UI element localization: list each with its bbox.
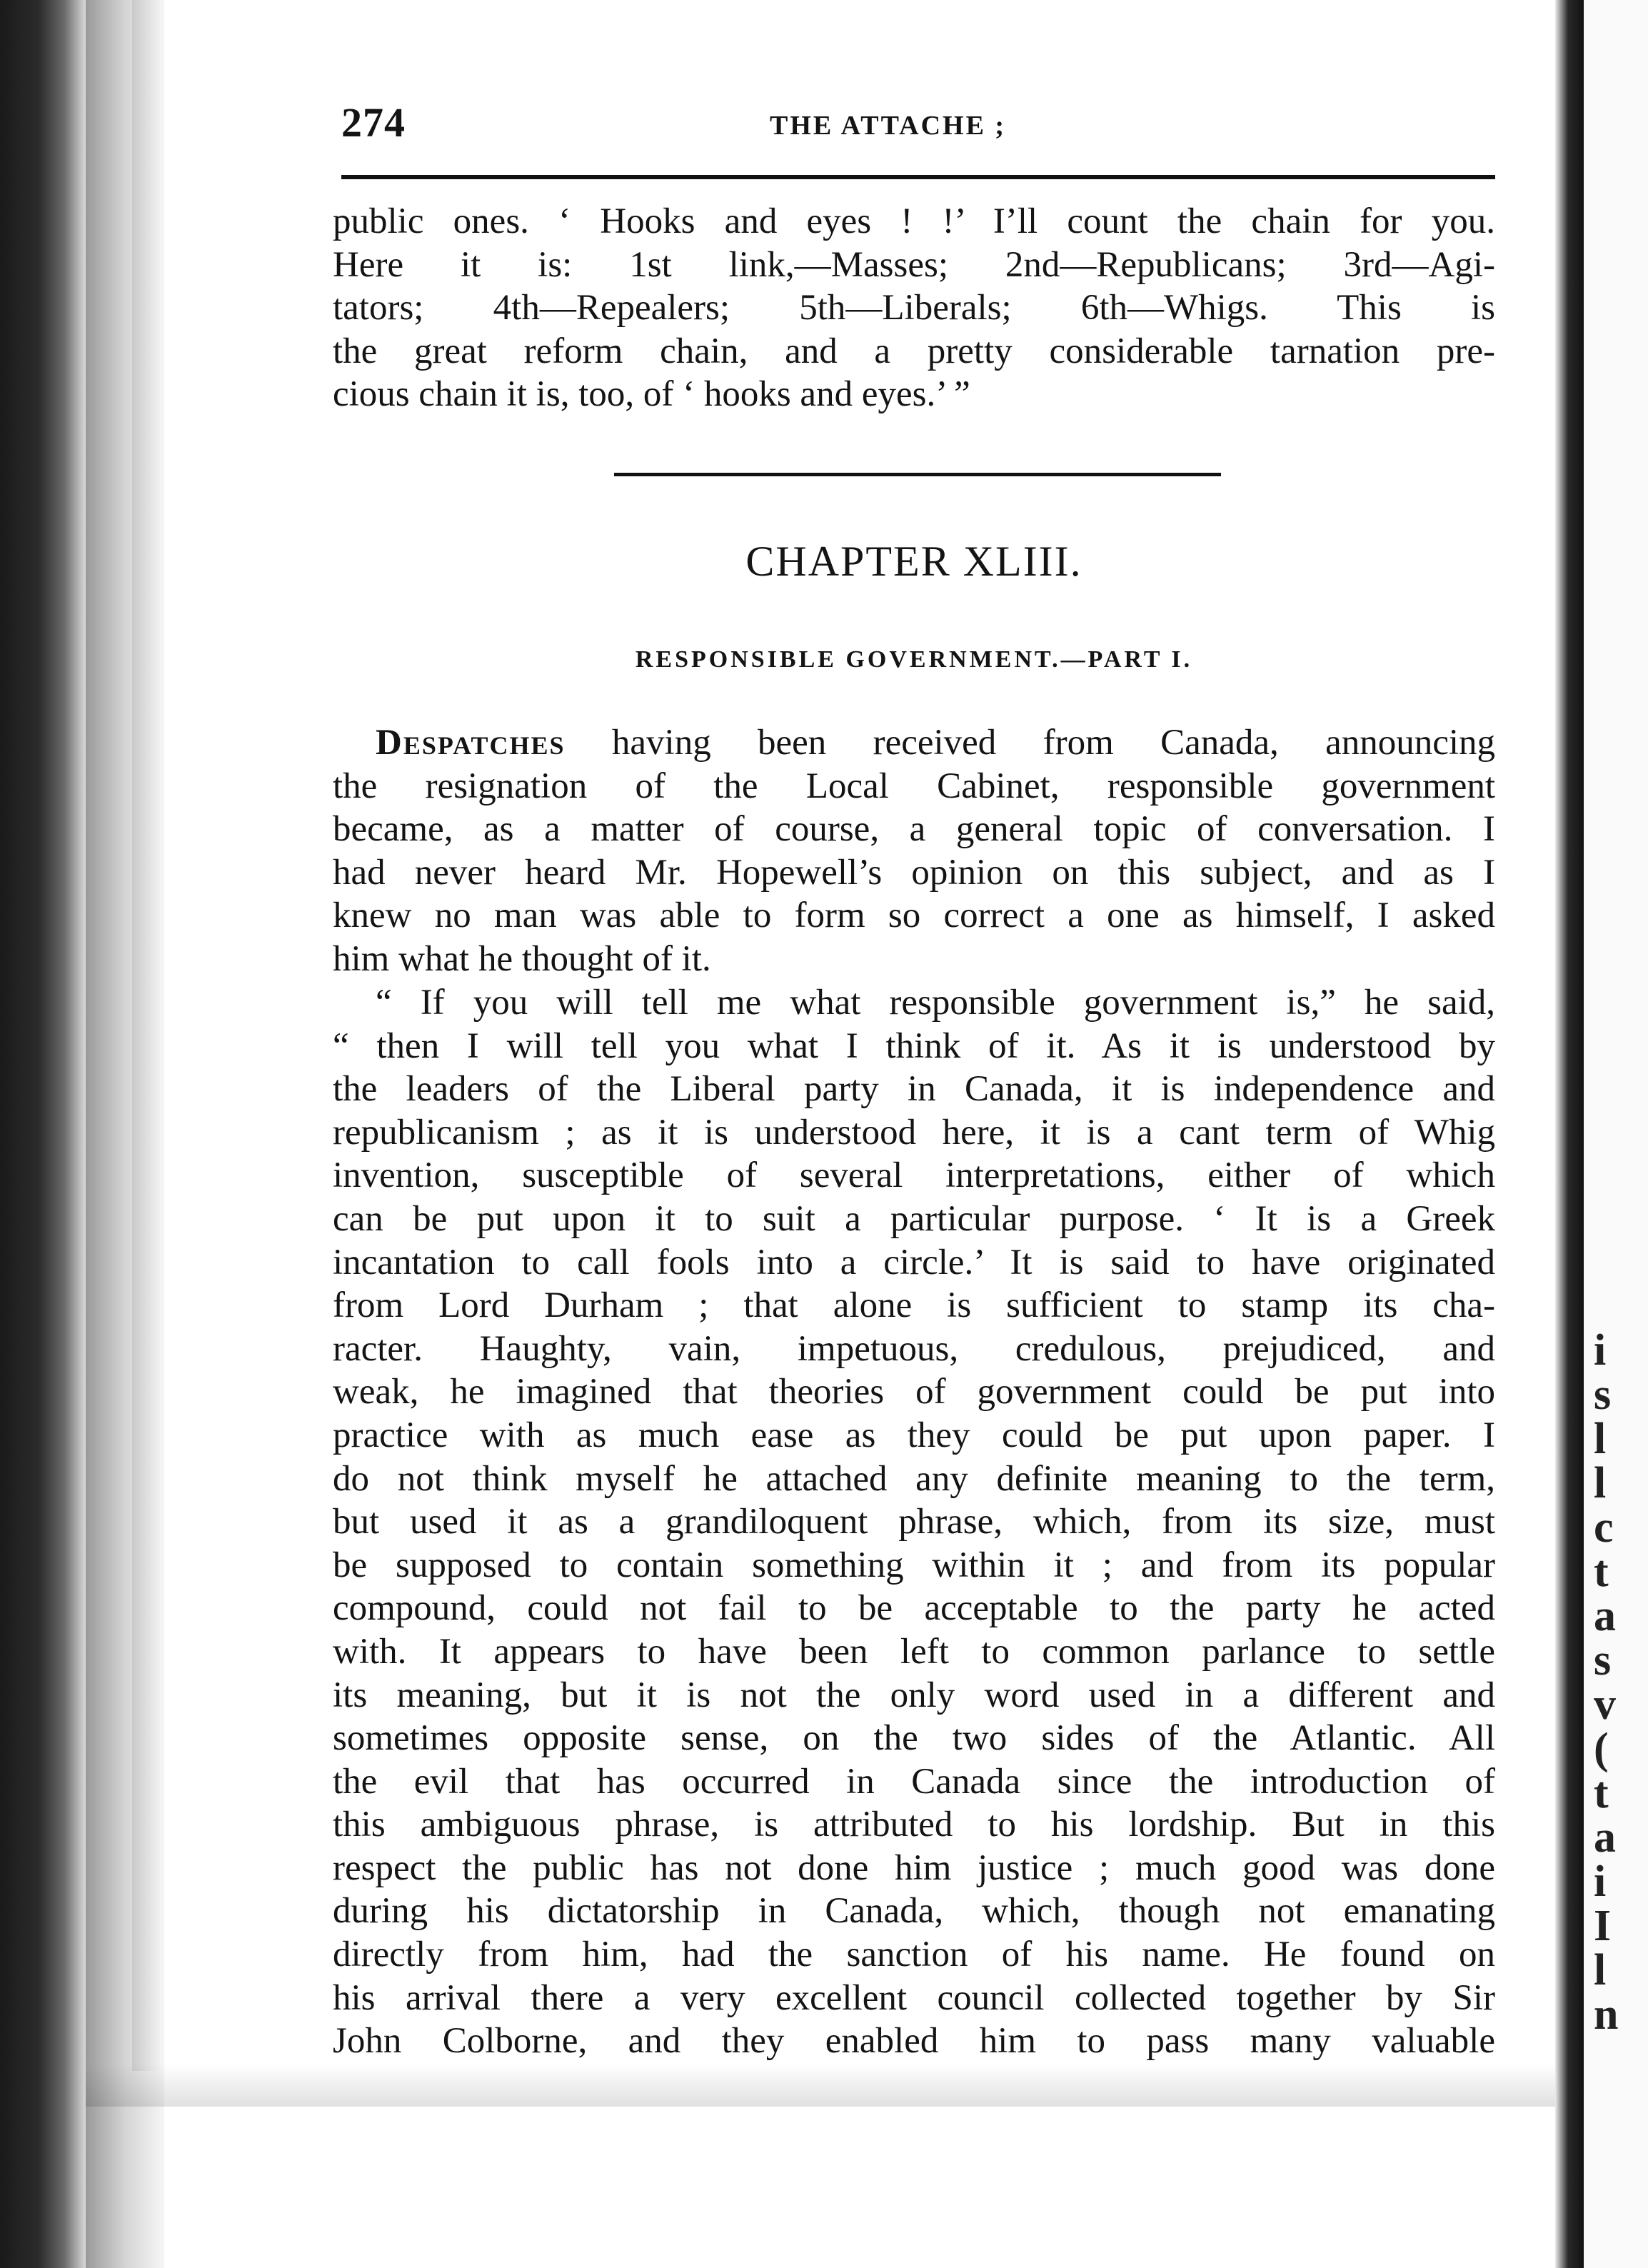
text-line: can be put upon it to suit a particular purpose. ‘ It is a Greek xyxy=(333,1198,1495,1239)
text-line: during his dictatorship in Canada, which, though not emanating xyxy=(333,1891,1495,1932)
right-gutter xyxy=(1555,0,1584,2268)
page-header xyxy=(341,99,1495,163)
text-line: “ then I will tell you what I think of it. As it is understood by xyxy=(333,1025,1495,1066)
text-line: cious chain it is, too, of ‘ hooks and eyes.’ ” xyxy=(333,374,970,415)
text-line: knew no man was able to form so correct a one as himself, I asked xyxy=(333,895,1495,936)
text-line xyxy=(333,721,1495,765)
page-number: 274 xyxy=(341,99,406,146)
text-line: the leaders of the Liberal party in Canada, it is independence and xyxy=(333,1069,1495,1110)
text-line: this ambiguous phrase, is attributed to his lordship. But in this xyxy=(333,1805,1495,1845)
text-line: “ If you will tell me what responsible government is,” he said, xyxy=(376,983,1495,1023)
text-line: invention, susceptible of several interpretations, either of which xyxy=(333,1155,1495,1196)
text-line: practice with as much ease as they could be put upon paper. I xyxy=(333,1415,1495,1455)
text-line: weak, he imagined that theories of government could be put into xyxy=(333,1372,1495,1413)
page-edge-shading xyxy=(132,0,161,2071)
text-line: be supposed to contain something within it ; and from its popular xyxy=(333,1545,1495,1585)
text-line: with. It appears to have been left to common parlance to settle xyxy=(333,1631,1495,1672)
facing-page-edge xyxy=(1584,0,1648,2268)
running-head: THE ATTACHE ; xyxy=(770,111,1007,141)
chapter-divider-rule xyxy=(614,473,1221,476)
book-spine-shadow xyxy=(0,0,86,2268)
first-line-text: having been received from Canada, announcing xyxy=(611,723,1496,763)
text-line: had never heard Mr. Hopewell’s opinion on this subject, and as I xyxy=(333,852,1495,893)
text-line: respect the public has not done him justice ; much good was done xyxy=(333,1847,1495,1888)
header-rule xyxy=(341,175,1495,179)
page-bottom-shadow xyxy=(86,2064,1571,2107)
text-line: its meaning, but it is not the only word used in a different and xyxy=(333,1675,1495,1715)
text-line: directly from him, had the sanction of his name. He found on xyxy=(333,1935,1495,1975)
text-line: from Lord Durham ; that alone is sufficient to stamp its cha- xyxy=(333,1285,1495,1326)
text-line: public ones. ‘ Hooks and eyes ! !’ I’ll count the chain for you. xyxy=(333,201,1495,241)
facing-page-fragment: i s l l c t a s v ( t a i I l n xyxy=(1594,1326,1619,2039)
text-line: Here it is: 1st link,—Masses; 2nd—Republicans; 3rd—Agi- xyxy=(333,244,1495,285)
text-line: the resignation of the Local Cabinet, responsible government xyxy=(333,766,1495,806)
text-line: became, as a matter of course, a general topic of conversation. I xyxy=(333,809,1495,850)
text-line: sometimes opposite sense, on the two sides of the Atlantic. All xyxy=(333,1718,1495,1759)
text-line: his arrival there a very excellent council collected together by Sir xyxy=(333,1977,1495,2018)
text-line: him what he thought of it. xyxy=(333,938,711,979)
text-line: do not think myself he attached any definite meaning to the term, xyxy=(333,1458,1495,1499)
second-paragraph xyxy=(333,981,1495,2063)
lead-word: Despatches xyxy=(376,723,566,763)
first-paragraph xyxy=(333,721,1495,981)
top-paragraph xyxy=(333,200,1495,416)
chapter-title: CHAPTER XLIII. xyxy=(745,538,1082,585)
text-line: the evil that has occurred in Canada since the introduction of xyxy=(333,1761,1495,1802)
text-line: the great reform chain, and a pretty considerable tarnation pre- xyxy=(333,331,1495,371)
text-line: but used it as a grandiloquent phrase, which, from its size, must xyxy=(333,1502,1495,1542)
text-line: John Colborne, and they enabled him to pass many valuable xyxy=(333,2021,1495,2062)
text-line: racter. Haughty, vain, impetuous, credulous, prejudiced, and xyxy=(333,1328,1495,1369)
chapter-subtitle: RESPONSIBLE GOVERNMENT.—PART I. xyxy=(635,646,1193,673)
text-line: incantation to call fools into a circle.’ It is said to have originated xyxy=(333,1242,1495,1283)
text-line: tators; 4th—Repealers; 5th—Liberals; 6th—Whigs. This is xyxy=(333,288,1495,328)
text-line: compound, could not fail to be acceptable to the party he acted xyxy=(333,1588,1495,1629)
text-line: republicanism ; as it is understood here, it is a cant term of Whig xyxy=(333,1112,1495,1153)
